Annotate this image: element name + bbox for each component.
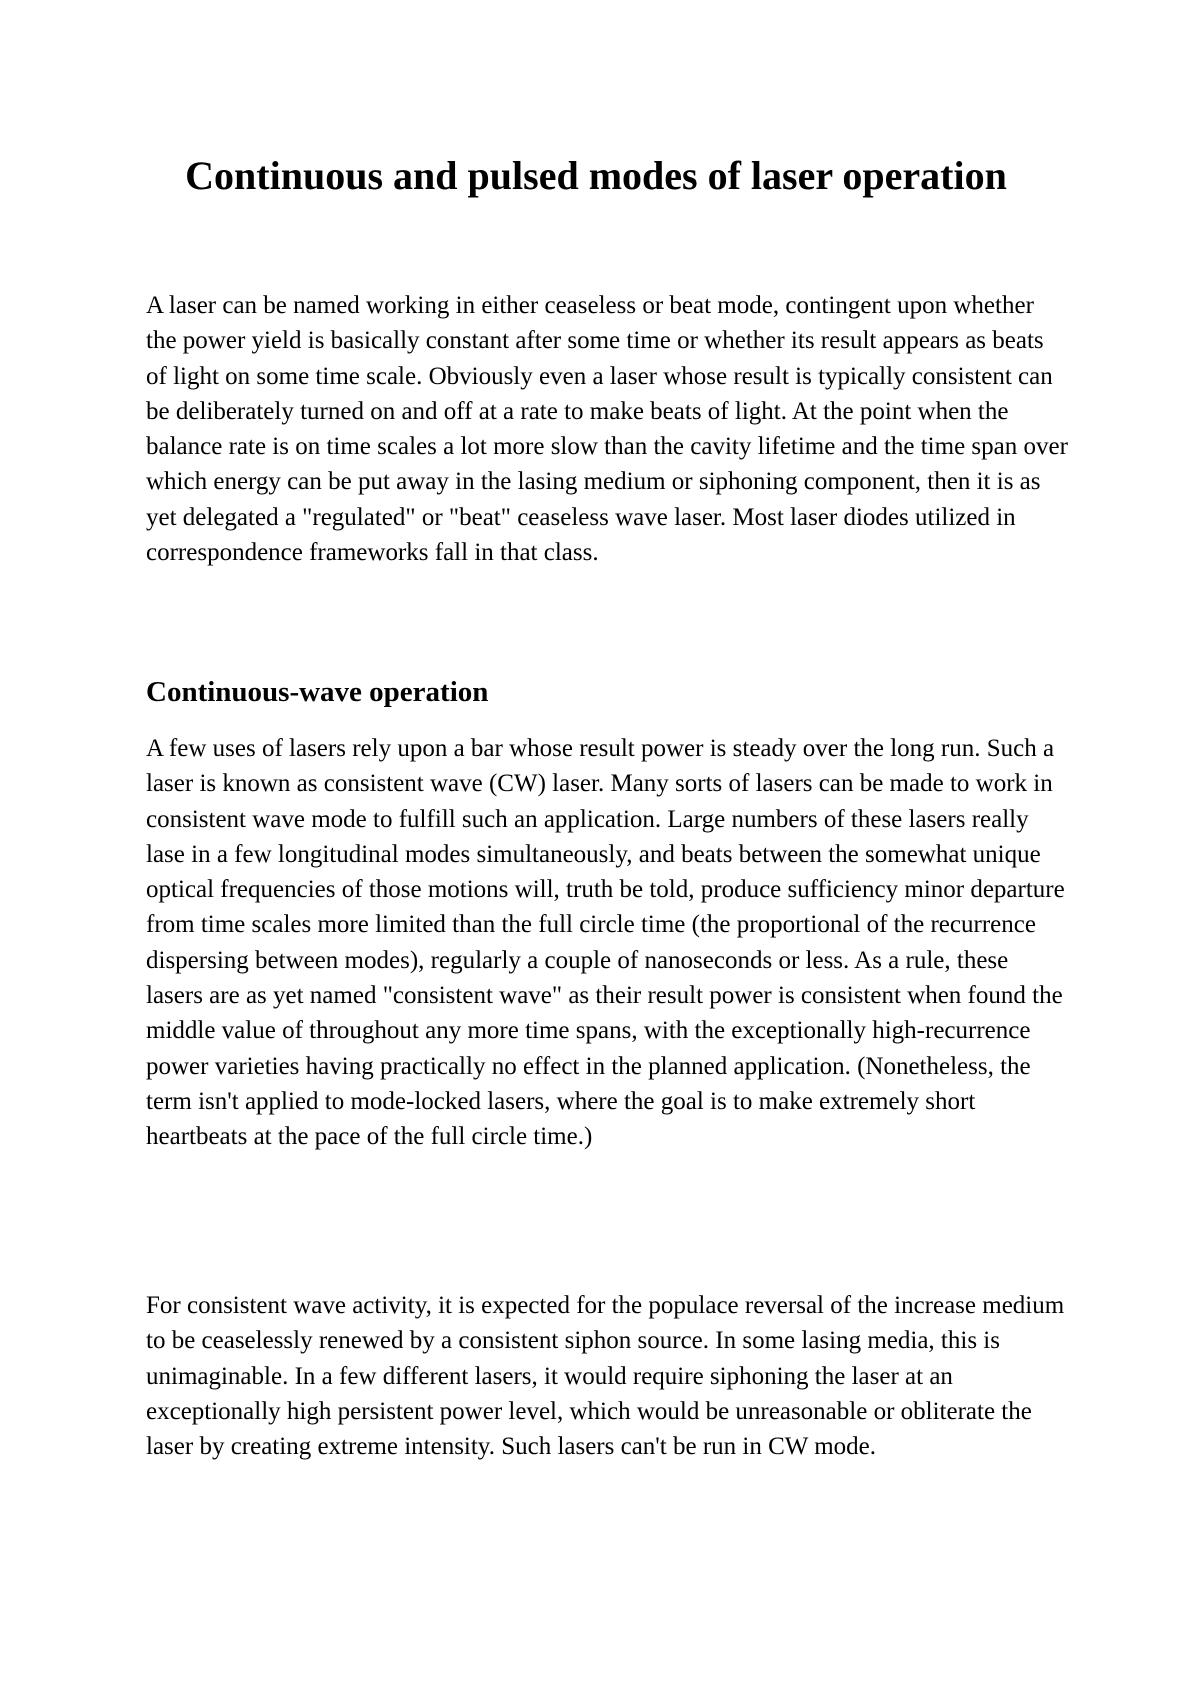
- intro-paragraph: A laser can be named working in either ceaseless or beat mode, contingent upon whether the power yield is basically constant after some time or whether its result appears as beats of light on some time scale. Obviously even a laser whose result is typically consistent can be deliberately turned on and off at a rate to make beats of light. At the point when the balance rate is on time scales a lot more slow than the cavity lifetime and the time span over which energy can be put away in the lasing medium or siphoning component, then it is as yet delegated a "regulated" or "beat" ceaseless wave laser. Most laser diodes utilized in correspondence frameworks fall in that class.: [146, 292, 1068, 567]
- document-title: Continuous and pulsed modes of laser operation: [185, 153, 1007, 198]
- section-paragraph-2: For consistent wave activity, it is expected for the populace reversal of the increase medium to be ceaselessly renewed by a consistent siphon source. In some lasing media, this is unimaginable. In a few different lasers, it would require siphoning the laser at an exceptionally high persistent power level, which would be unreasonable or obliterate the laser by creating extreme intensity. Such lasers can't be run in CW mode.: [146, 1292, 1065, 1461]
- section-paragraph-1: A few uses of lasers rely upon a bar whose result power is steady over the long run. Such a laser is known as consistent wave (CW) laser. Many sorts of lasers can be made to work in consistent wave mode to fulfill such an application. Large numbers of these lasers really lase in a few longitudinal modes simultaneously, and beats between the somewhat unique optical frequencies of those motions will, truth be told, produce sufficiency minor departure from time scales more limited than the full circle time (the proportional of the recurrence dispersing between modes), regularly a couple of nanoseconds or less. As a rule, these lasers are as yet named "consistent wave" as their result power is consistent when found the middle value of throughout any more time spans, with the exceptionally high-recurrence power varieties having practically no effect in the planned application. (Nonetheless, the term isn't applied to mode-locked lasers, where the goal is to make extremely short heartbeats at the pace of the full circle time.): [146, 735, 1065, 1151]
- section-heading: Continuous-wave operation: [146, 676, 489, 708]
